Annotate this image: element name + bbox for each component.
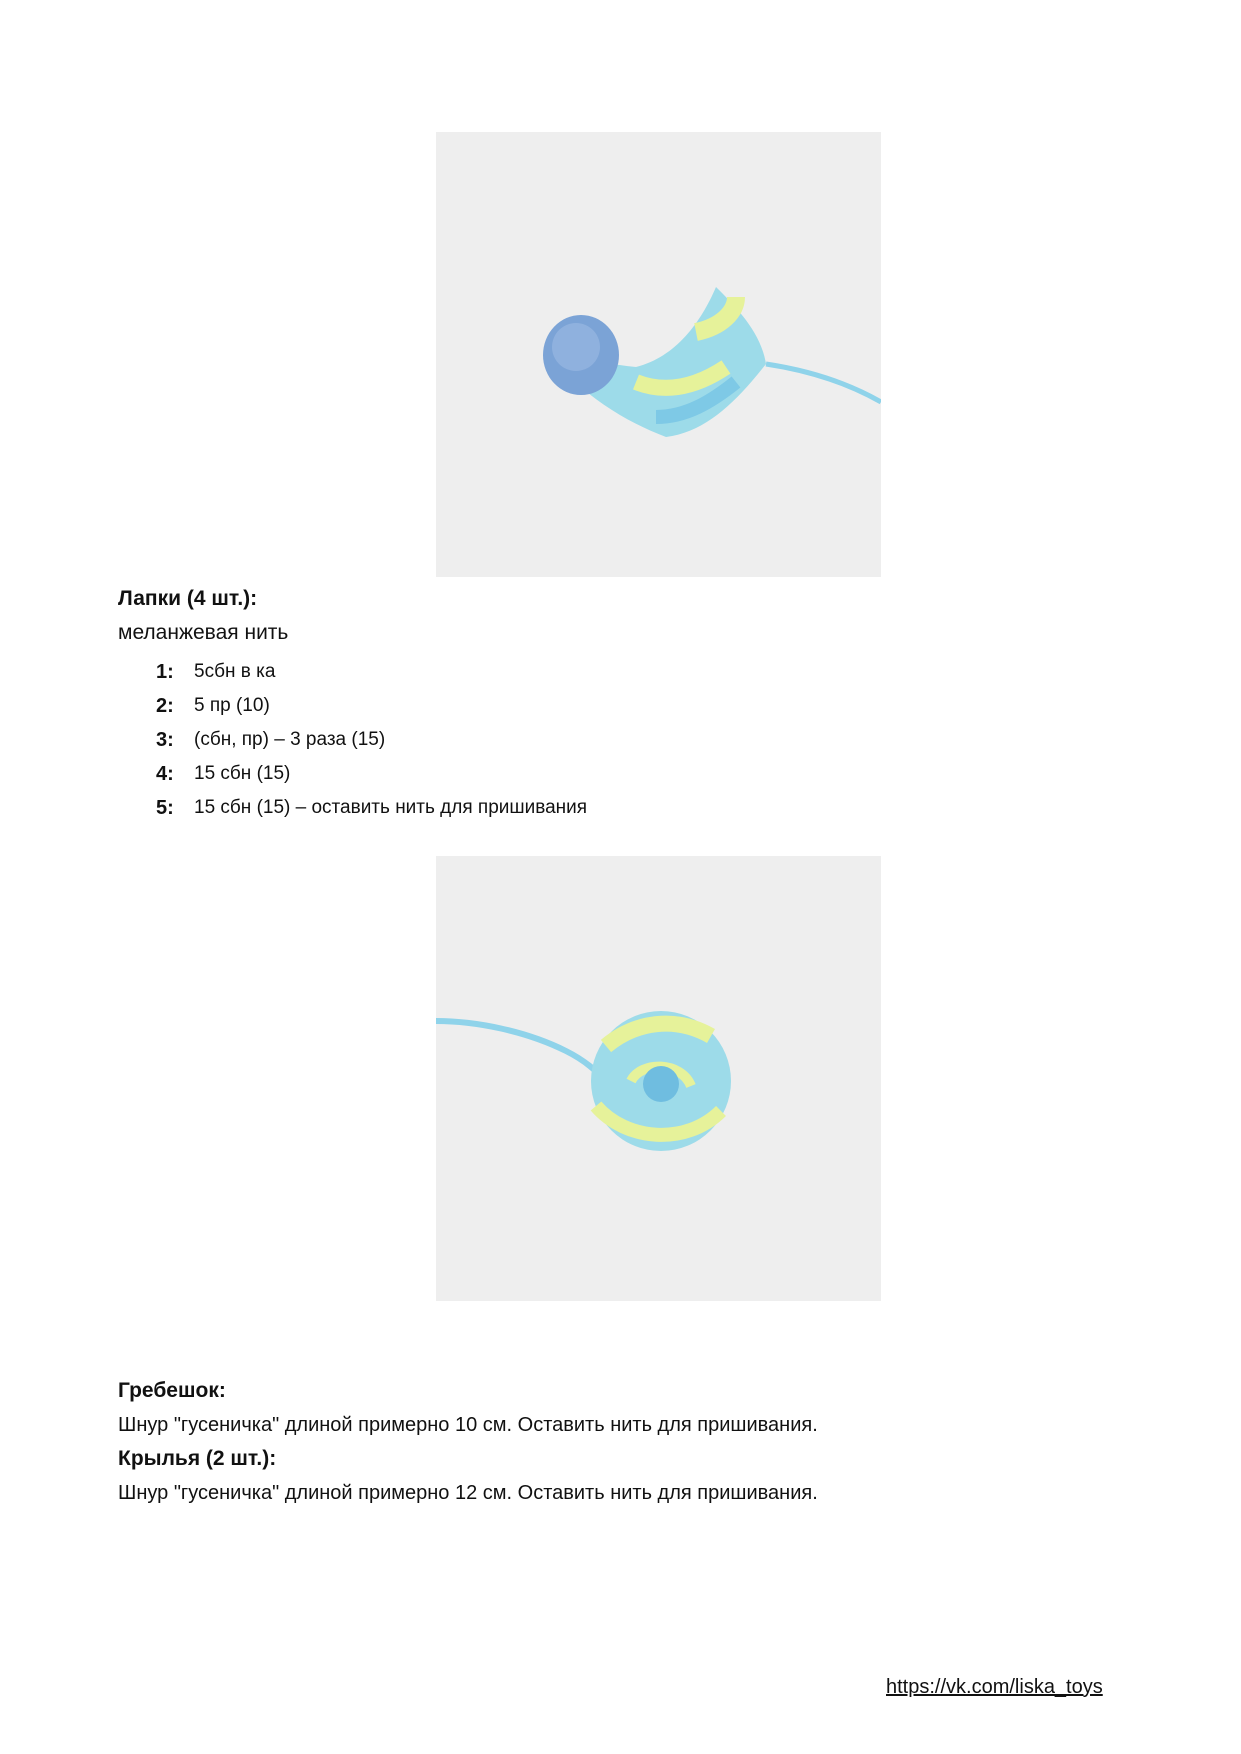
row-number: 3: — [156, 728, 174, 751]
row-number: 2: — [156, 694, 174, 717]
row-number: 4: — [156, 762, 174, 785]
comb-title: Гребешок: — [118, 1379, 226, 1402]
row-number: 1: — [156, 660, 174, 683]
wings-text: Шнур "гусеничка" длиной примерно 12 см. Оставить нить для пришивания. — [118, 1482, 818, 1504]
crochet-leg-photo — [436, 132, 881, 577]
crochet-leg-image — [436, 132, 881, 577]
crochet-ball-photo — [436, 856, 881, 1301]
list-item — [156, 689, 587, 723]
wings-title: Крылья (2 шт.): — [118, 1447, 277, 1470]
row-number: 5: — [156, 796, 174, 819]
paws-title: Лапки (4 шт.): — [118, 587, 258, 610]
row-text: 15 сбн (15) — [194, 763, 291, 784]
footer-vk-link[interactable]: https://vk.com/liska_toys — [886, 1676, 1103, 1698]
row-text: 5сбн в ка — [194, 661, 276, 682]
list-item — [156, 723, 587, 757]
list-item — [156, 655, 587, 689]
paws-subtitle: меланжевая нить — [118, 621, 289, 644]
paws-rows-list — [156, 655, 587, 825]
list-item — [156, 757, 587, 791]
row-text: (сбн, пр) – 3 раза (15) — [194, 729, 386, 750]
row-text: 5 пр (10) — [194, 695, 270, 716]
comb-text: Шнур "гусеничка" длиной примерно 10 см. Оставить нить для пришивания. — [118, 1414, 818, 1436]
list-item — [156, 791, 587, 825]
crochet-ball-image — [436, 856, 881, 1301]
row-text: 15 сбн (15) – оставить нить для пришивания — [194, 797, 588, 818]
